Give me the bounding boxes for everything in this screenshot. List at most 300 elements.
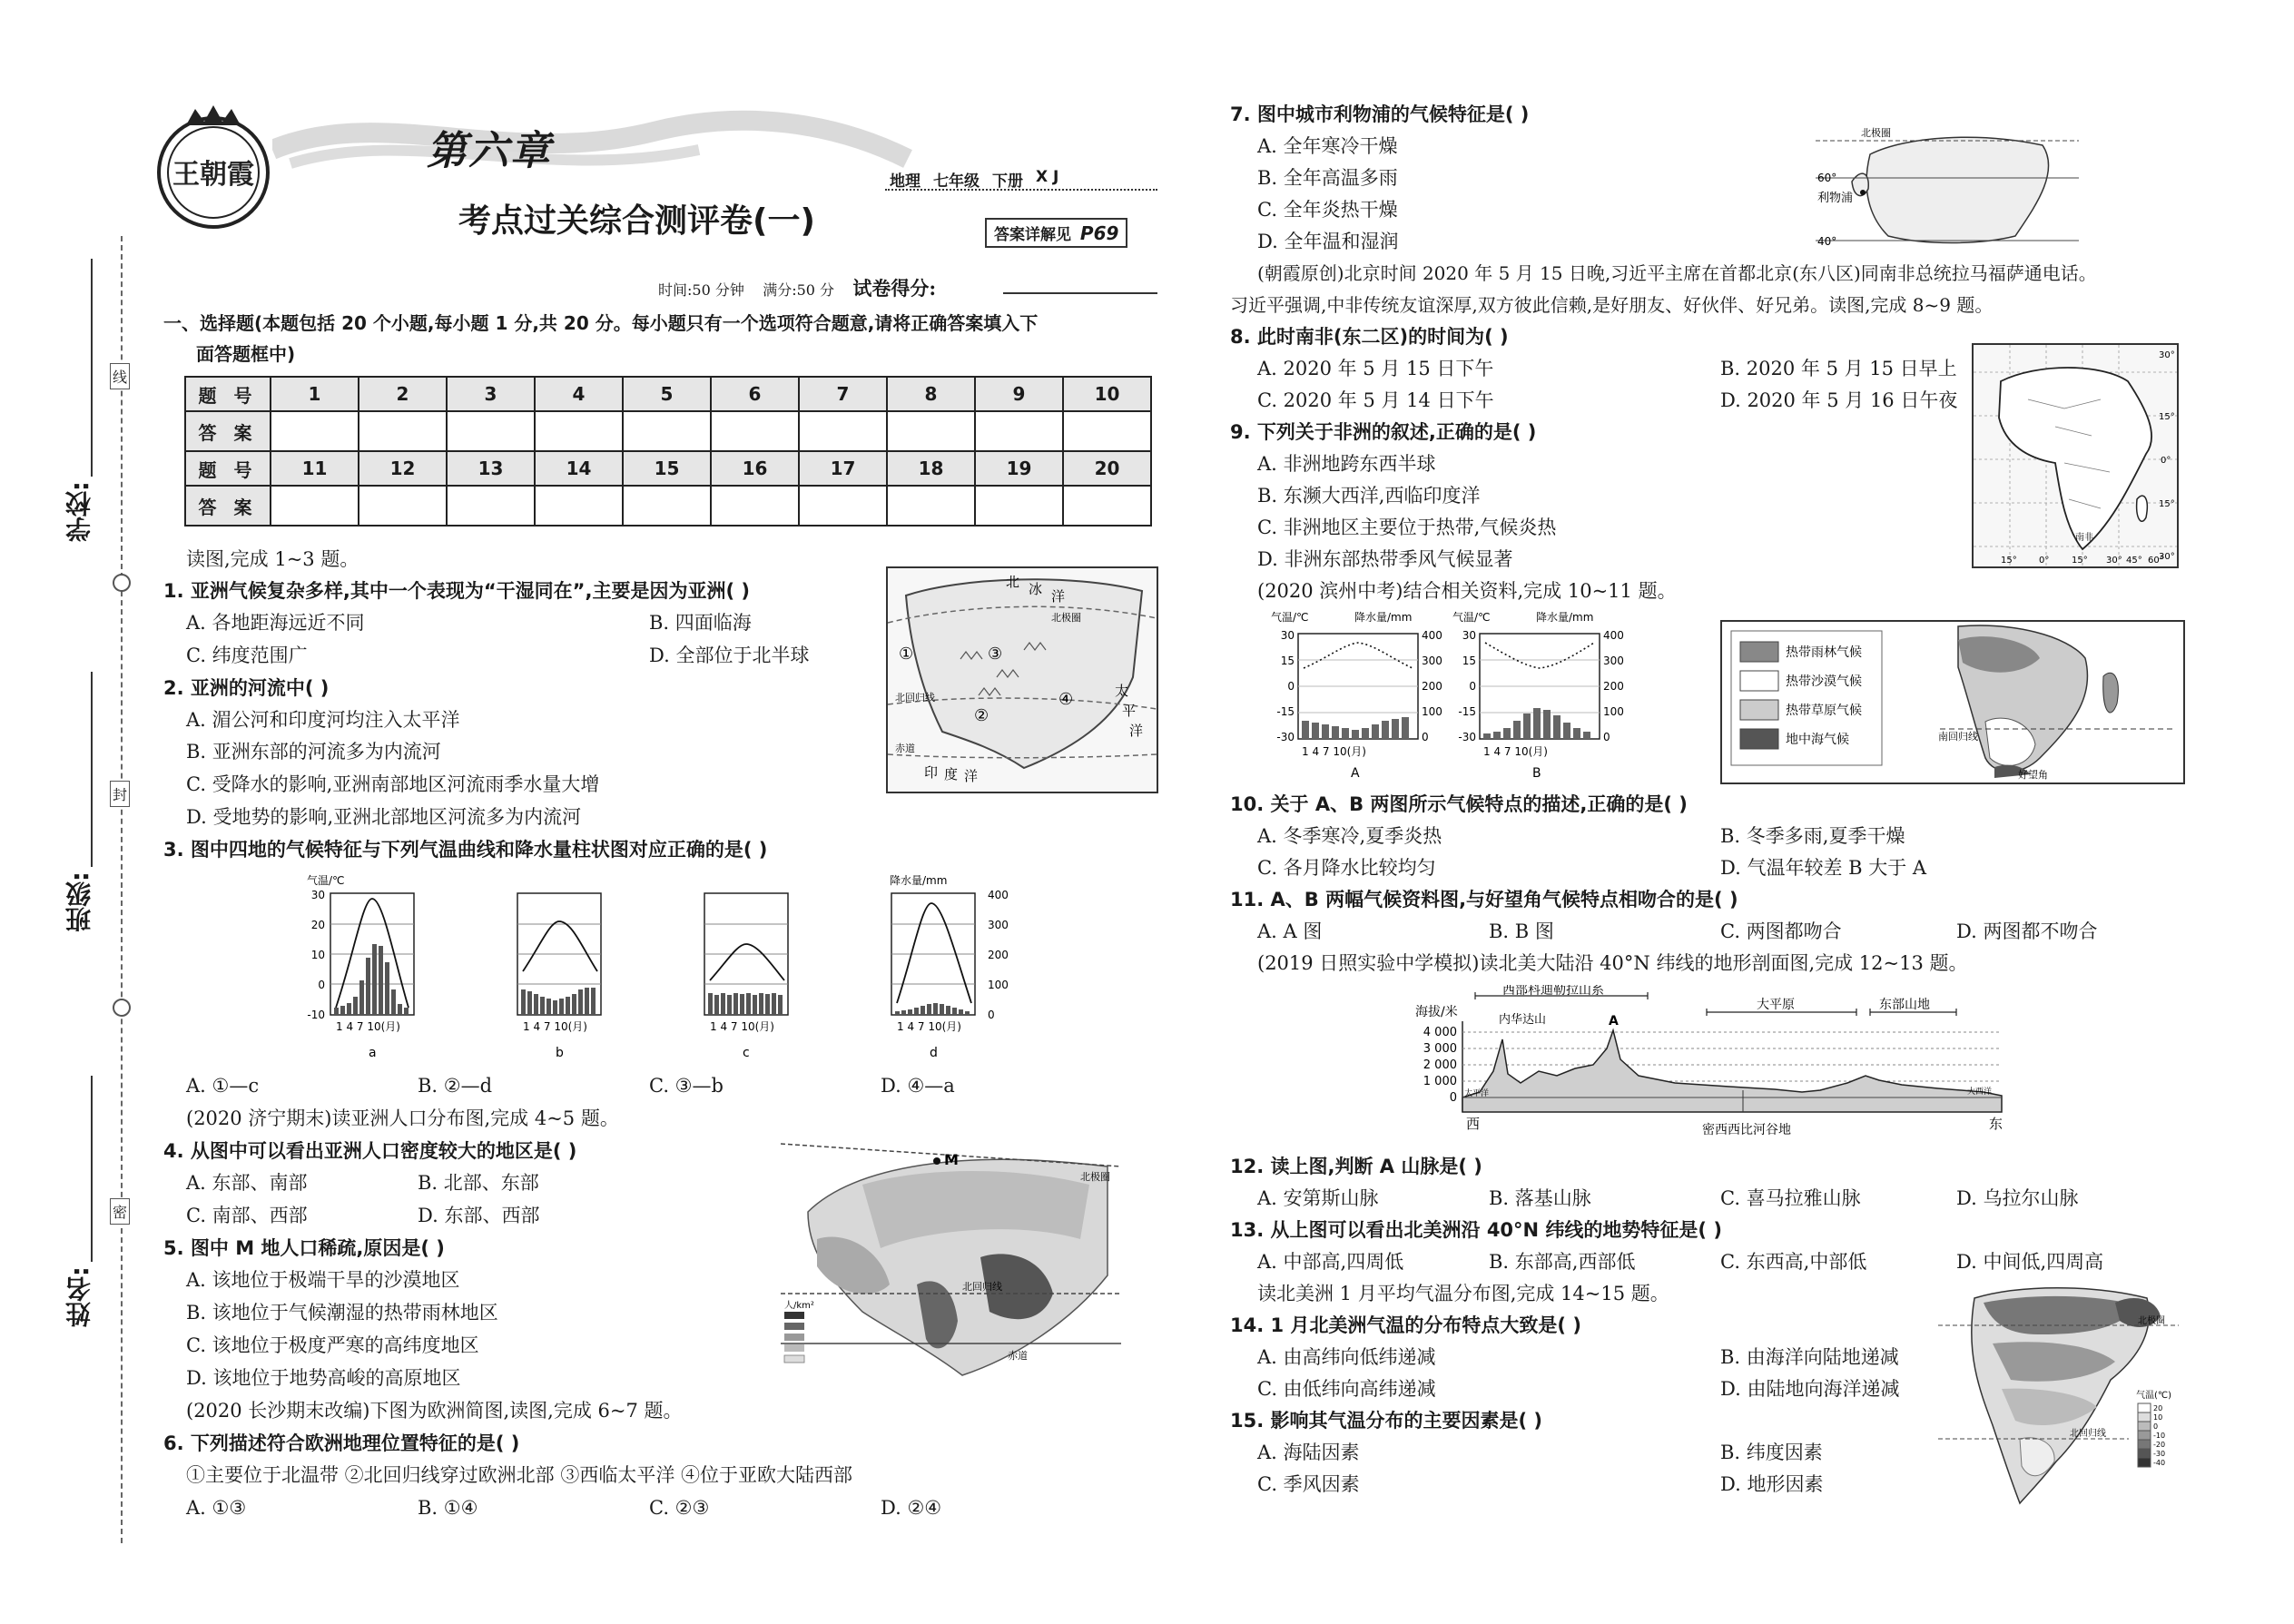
q3-option-a[interactable]: A. ①—c <box>186 1075 260 1097</box>
question-1: 1. 亚洲气候复杂多样,其中一个表现为“干湿同在”,主要是因为亚洲( ) <box>163 580 750 602</box>
na-temperature-map <box>1938 1280 2179 1507</box>
y-tick: -15 <box>1458 705 1476 718</box>
climate-charts-abcd <box>300 871 1008 1062</box>
climate-legend-svg <box>1722 622 2183 782</box>
q14-option-b[interactable]: B. 由海洋向陆地递减 <box>1720 1346 1899 1368</box>
q-num: 20 <box>1063 451 1151 486</box>
q-num: 8 <box>887 377 975 411</box>
legend-value: -20 <box>2153 1441 2166 1449</box>
term-label: 下册 <box>992 172 1023 191</box>
q12-option-d[interactable]: D. 乌拉尔山脉 <box>1956 1187 2079 1209</box>
y-axis-label: 海拔/米 <box>1415 1005 1458 1019</box>
legend-value: -10 <box>2153 1432 2166 1440</box>
intro-8-9-line2: 习近平强调,中非传统友谊深厚,双方彼此信赖,是好朋友、好伙伴、好兄弟。读图,完成 8~9 题。 <box>1230 294 1994 316</box>
question-9: 9. 下列关于非洲的叙述,正确的是( ) <box>1230 421 1537 443</box>
lat-label: 15° <box>2159 499 2175 509</box>
q7-option-b[interactable]: B. 全年高温多雨 <box>1257 167 1398 189</box>
answer-cell[interactable] <box>887 411 975 451</box>
q5-option-a[interactable]: A. 该地位于极端干旱的沙漠地区 <box>186 1269 460 1291</box>
q6-statements: ①主要位于北温带 ②北回归线穿过欧洲北部 ③西临太平洋 ④位于亚欧大陆西部 <box>186 1464 853 1486</box>
q-num: 2 <box>359 377 447 411</box>
q5-option-c[interactable]: C. 该地位于极度严寒的高纬度地区 <box>186 1334 479 1356</box>
row-label-q: 题 号 <box>185 377 271 411</box>
ribbon-decoration <box>272 86 926 186</box>
q14-option-c[interactable]: C. 由低纬向高纬递减 <box>1257 1378 1436 1400</box>
legend-value: -40 <box>2153 1459 2166 1467</box>
answer-reference <box>985 218 1127 248</box>
lon-label: 15° <box>2001 556 2017 566</box>
question-15: 15. 影响其气温分布的主要因素是( ) <box>1230 1410 1543 1432</box>
coast-label: 大西洋 <box>1967 1088 1993 1097</box>
q-num: 13 <box>447 451 535 486</box>
y-tick-right: 400 <box>1422 629 1442 642</box>
edition-label: X J <box>1036 168 1059 186</box>
q14-option-a[interactable]: A. 由高纬向低纬递减 <box>1257 1346 1436 1368</box>
q6-option-a[interactable]: A. ①③ <box>186 1497 247 1519</box>
climate-AB-svg <box>1271 608 1634 790</box>
grade-label: 七年级 <box>933 172 980 191</box>
q2-option-c[interactable]: C. 受降水的影响,亚洲南部地区河流雨季水量大增 <box>186 773 600 795</box>
answer-cell[interactable] <box>447 486 535 526</box>
map-marker: ② <box>974 706 989 725</box>
y-tick-right: 0 <box>1422 731 1429 743</box>
q15-option-a[interactable]: A. 海陆因素 <box>1257 1442 1360 1463</box>
m-marker: M <box>944 1151 959 1168</box>
row-label-q: 题 号 <box>185 451 271 486</box>
answer-cell[interactable] <box>711 411 799 451</box>
population-map <box>781 1130 1121 1389</box>
binding-line <box>121 236 123 1543</box>
class-line <box>91 672 93 867</box>
answer-cell[interactable] <box>535 486 623 526</box>
legend-value: 20 <box>2153 1404 2163 1412</box>
valley-label: 密西西比河谷地 <box>1702 1123 1791 1137</box>
q1-option-a[interactable]: A. 各地距海远近不同 <box>186 612 365 634</box>
right-axis-label: 降水量/mm <box>890 874 948 887</box>
q-num: 17 <box>799 451 887 486</box>
y-tick: 30 <box>310 889 325 901</box>
logo-text: 王朝霞 <box>172 159 254 191</box>
q11-option-d[interactable]: D. 两图都不吻合 <box>1956 920 2098 942</box>
section1-heading-line2: 面答题框中) <box>196 343 296 365</box>
q3-option-d[interactable]: D. ④—a <box>881 1075 955 1097</box>
map-label: 度 <box>944 766 959 782</box>
y-tick: 15 <box>1280 655 1295 667</box>
q-num: 18 <box>887 451 975 486</box>
intro-8-9-line1: (朝霞原创)北京时间 2020 年 5 月 15 日晚,习近平主席在首都北京(东八区)同南非总统拉马福萨通电话。 <box>1257 262 2097 284</box>
x-ticks: 1 4 7 10(月) <box>710 1020 774 1033</box>
right-axis-label: 降水量/mm <box>1536 611 1594 624</box>
map-label: 北极圈 <box>2138 1316 2165 1326</box>
pop-legend <box>784 1299 814 1363</box>
climate-legend-map <box>1720 620 2185 784</box>
legend-item: 地中海气候 <box>1786 733 1849 747</box>
intro-10-11: (2020 滨州中考)结合相关资料,完成 10~11 题。 <box>1257 580 1677 602</box>
q13-option-b[interactable]: B. 东部高,西部低 <box>1489 1251 1636 1273</box>
map-marker: ④ <box>1058 690 1074 709</box>
q13-option-c[interactable]: C. 东西高,中部低 <box>1720 1251 1867 1273</box>
q4-option-b[interactable]: B. 北部、东部 <box>418 1172 539 1194</box>
q9-option-a[interactable]: A. 非洲地跨东西半球 <box>1257 453 1436 475</box>
q4-option-a[interactable]: A. 东部、南部 <box>186 1172 308 1194</box>
map-label: 60° <box>1817 172 1837 184</box>
y-tick: 4 000 <box>1423 1026 1457 1039</box>
map-label: 北回归线 <box>895 692 935 704</box>
question-8: 8. 此时南非(东二区)的时间为( ) <box>1230 326 1509 348</box>
terrain-profile-svg <box>1412 985 2011 1139</box>
y-tick: 1 000 <box>1423 1075 1457 1088</box>
answer-ref-page: P69 <box>1079 222 1119 244</box>
q1-option-d[interactable]: D. 全部位于北半球 <box>649 645 810 666</box>
answer-table-num-row-2 <box>185 451 1151 486</box>
logo-icon <box>145 100 281 236</box>
name-label: 姓名: <box>64 1266 94 1328</box>
q-num: 11 <box>271 451 359 486</box>
legend-item: 热带雨林气候 <box>1786 645 1862 660</box>
left-axis-label: 气温/℃ <box>307 874 345 887</box>
europe-map <box>1816 118 2079 254</box>
legend-value: 0 <box>2153 1422 2159 1431</box>
q2-option-a[interactable]: A. 湄公河和印度河均注入太平洋 <box>186 709 460 731</box>
q-num: 3 <box>447 377 535 411</box>
answer-cell[interactable] <box>975 486 1063 526</box>
total-score: 满分:50 分 <box>763 281 835 299</box>
q6-option-b[interactable]: B. ①④ <box>418 1497 478 1519</box>
map-marker: ③ <box>988 645 1003 664</box>
chart-name: a <box>369 1046 377 1060</box>
question-3: 3. 图中四地的气候特征与下列气温曲线和降水量柱状图对应正确的是( ) <box>163 839 768 861</box>
chart-a <box>330 893 414 1060</box>
answer-table-ans-row-2 <box>185 486 1151 526</box>
legend-value: -30 <box>2153 1450 2166 1458</box>
x-ticks: 1 4 7 10(月) <box>897 1020 961 1033</box>
lon-label: 0° <box>2039 556 2050 566</box>
map-label: 太 <box>1115 683 1129 699</box>
map-label: 北 <box>1006 574 1020 590</box>
hole-2 <box>113 999 131 1017</box>
chart-c <box>704 893 788 1060</box>
q2-option-d[interactable]: D. 受地势的影响,亚洲北部地区河流多为内流河 <box>186 806 582 828</box>
class-label: 班级: <box>64 871 94 933</box>
y-tick-right: 200 <box>1603 680 1624 693</box>
lat-label: 15° <box>2159 412 2175 422</box>
q5-option-b[interactable]: B. 该地位于气候潮湿的热带雨林地区 <box>186 1302 498 1324</box>
lon-label: 60° <box>2148 556 2164 566</box>
answer-table-ans-row-1 <box>185 411 1151 451</box>
q-num: 19 <box>975 451 1063 486</box>
legend-item: 热带草原气候 <box>1786 704 1862 718</box>
legend-item: 热带沙漠气候 <box>1786 674 1862 689</box>
question-7: 7. 图中城市利物浦的气候特征是( ) <box>1230 103 1530 125</box>
q15-option-c[interactable]: C. 季风因素 <box>1257 1473 1360 1495</box>
population-map-svg <box>781 1130 1121 1389</box>
answer-cell[interactable] <box>535 411 623 451</box>
q9-option-b[interactable]: B. 东濒大西洋,西临印度洋 <box>1257 485 1481 507</box>
answer-cell[interactable] <box>359 411 447 451</box>
q-num: 16 <box>711 451 799 486</box>
q9-option-d[interactable]: D. 非洲东部热带季风气候显著 <box>1257 548 1513 570</box>
y-tick: 30 <box>1462 629 1476 642</box>
map-label: 赤道 <box>1008 1350 1028 1362</box>
y-tick-right: 100 <box>1422 705 1442 718</box>
question-11: 11. A、B 两幅气候资料图,与好望角气候特点相吻合的是( ) <box>1230 889 1738 910</box>
q7-option-c[interactable]: C. 全年炎热干燥 <box>1257 199 1398 221</box>
answer-table <box>184 376 1152 527</box>
section1-heading <box>163 311 1038 366</box>
map-label: 北回归线 <box>962 1281 1002 1293</box>
range-label: 大平原 <box>1757 998 1795 1012</box>
map-label: 北极圈 <box>1080 1171 1110 1183</box>
q12-option-a[interactable]: A. 安第斯山脉 <box>1257 1187 1379 1209</box>
y-tick-right: 300 <box>1422 655 1442 667</box>
map-label: 印 <box>924 764 939 781</box>
west-label: 西 <box>1466 1116 1481 1132</box>
chart-name: b <box>556 1046 564 1060</box>
map-label: 40° <box>1817 235 1837 248</box>
east-label: 东 <box>1989 1116 2004 1132</box>
q11-option-b[interactable]: B. B 图 <box>1489 920 1554 942</box>
x-ticks: 1 4 7 10(月) <box>1483 745 1548 758</box>
time-limit: 时间:50 分钟 <box>658 281 744 299</box>
subject-label: 地理 <box>890 172 921 191</box>
chart-A <box>1298 634 1418 781</box>
q4-option-d[interactable]: D. 东部、西部 <box>418 1205 540 1226</box>
row-label-a: 答 案 <box>185 411 271 451</box>
q2-option-b[interactable]: B. 亚洲东部的河流多为内流河 <box>186 741 441 763</box>
exam-meta <box>658 274 936 301</box>
map-label: 平 <box>1122 703 1137 719</box>
q-num: 14 <box>535 451 623 486</box>
question-13: 13. 从上图可以看出北美洲沿 40°N 纬线的地势特征是( ) <box>1230 1219 1722 1241</box>
intro-12-13: (2019 日照实验中学模拟)读北美大陆沿 40°N 纬线的地形剖面图,完成 12~13 题。 <box>1257 952 1968 974</box>
q3-option-b[interactable]: B. ②—d <box>418 1075 493 1097</box>
peak-label-a: A <box>1609 1014 1619 1029</box>
q10-option-b[interactable]: B. 冬季多雨,夏季干燥 <box>1720 825 1905 847</box>
school-line <box>91 259 93 477</box>
asia-map <box>886 566 1158 793</box>
q3-option-c[interactable]: C. ③—b <box>649 1075 724 1097</box>
q6-option-d[interactable]: D. ②④ <box>881 1497 942 1519</box>
q8-option-c[interactable]: C. 2020 年 5 月 14 日下午 <box>1257 389 1494 411</box>
y-tick: 30 <box>1280 629 1295 642</box>
score-field[interactable] <box>1003 292 1157 294</box>
answer-cell[interactable] <box>359 486 447 526</box>
x-ticks: 1 4 7 10(月) <box>336 1020 400 1033</box>
question-12: 12. 读上图,判断 A 山脉是( ) <box>1230 1156 1482 1177</box>
q15-option-d[interactable]: D. 地形因素 <box>1720 1473 1824 1495</box>
answer-cell[interactable] <box>887 486 975 526</box>
answer-cell[interactable] <box>623 411 711 451</box>
answer-cell[interactable] <box>271 411 359 451</box>
europe-map-svg <box>1816 118 2079 254</box>
q1-option-c[interactable]: C. 纬度范围广 <box>186 645 308 666</box>
left-axis-label: 气温/℃ <box>1271 611 1309 624</box>
intro-4-5: (2020 济宁期末)读亚洲人口分布图,完成 4~5 题。 <box>186 1107 619 1129</box>
peak-label: 内华达山 <box>1499 1013 1547 1027</box>
map-label: 洋 <box>964 768 979 784</box>
q4-option-c[interactable]: C. 南部、西部 <box>186 1205 308 1226</box>
map-label: 好望角 <box>2018 769 2048 781</box>
q-num: 7 <box>799 377 887 411</box>
q8-option-b[interactable]: B. 2020 年 5 月 15 日早上 <box>1720 358 1957 379</box>
left-axis-label: 气温/℃ <box>1452 611 1491 624</box>
seal-mark-2: 封 <box>110 781 130 807</box>
q9-option-c[interactable]: C. 非洲地区主要位于热带,气候炎热 <box>1257 517 1557 538</box>
hole-1 <box>113 574 131 592</box>
map-label: 北回归线 <box>2070 1429 2106 1439</box>
y-tick-right: 200 <box>988 949 1008 961</box>
q-num: 10 <box>1063 377 1151 411</box>
y-tick-right: 400 <box>1603 629 1624 642</box>
answer-cell[interactable] <box>799 486 887 526</box>
score-label: 试卷得分: <box>852 277 937 300</box>
lat-label: 0° <box>2161 456 2171 466</box>
chapter-title: 第六章 <box>427 128 552 174</box>
question-4: 4. 从图中可以看出亚洲人口密度较大的地区是( ) <box>163 1140 577 1162</box>
right-axis-label: 降水量/mm <box>1354 611 1413 624</box>
chart-name: d <box>930 1046 938 1060</box>
q-num: 15 <box>623 451 711 486</box>
chart-d <box>891 893 975 1060</box>
lon-label: 15° <box>2072 556 2088 566</box>
q-num: 4 <box>535 377 623 411</box>
y-tick-right: 100 <box>988 979 1008 991</box>
y-tick: 0 <box>1449 1091 1457 1105</box>
legend-title: 气温(℃) <box>2136 1391 2172 1401</box>
y-tick: -15 <box>1276 705 1295 718</box>
climate-abcd-svg <box>300 871 1008 1062</box>
map-label: 北极圈 <box>1051 612 1081 624</box>
y-tick: -30 <box>1276 731 1295 743</box>
chart-name: A <box>1351 766 1360 781</box>
africa-map <box>1972 343 2179 568</box>
map-label: 洋 <box>1129 723 1144 739</box>
q-num: 6 <box>711 377 799 411</box>
lon-label: 30° <box>2106 556 2122 566</box>
intro-1-3: 读图,完成 1~3 题。 <box>186 548 359 570</box>
answer-cell[interactable] <box>975 411 1063 451</box>
answer-cell[interactable] <box>711 486 799 526</box>
q13-option-a[interactable]: A. 中部高,四周低 <box>1257 1251 1404 1273</box>
y-tick-right: 300 <box>1603 655 1624 667</box>
seal-mark-3: 密 <box>110 1198 130 1225</box>
name-line <box>91 1076 93 1262</box>
chart-name: c <box>743 1046 750 1060</box>
q12-option-c[interactable]: C. 喜马拉雅山脉 <box>1720 1187 1861 1209</box>
question-10: 10. 关于 A、B 两图所示气候特点的描述,正确的是( ) <box>1230 793 1688 815</box>
q8-option-a[interactable]: A. 2020 年 5 月 15 日下午 <box>1257 358 1494 379</box>
q-num: 1 <box>271 377 359 411</box>
legend-value: 10 <box>2153 1413 2163 1422</box>
asia-map-svg <box>888 568 1157 792</box>
y-tick-right: 300 <box>988 919 1008 931</box>
q14-option-d[interactable]: D. 由陆地向海洋递减 <box>1720 1378 1900 1400</box>
climate-charts-AB <box>1271 608 1634 790</box>
q12-option-b[interactable]: B. 落基山脉 <box>1489 1187 1591 1209</box>
y-tick: -30 <box>1458 731 1476 743</box>
y-tick: 20 <box>310 919 325 931</box>
q10-option-a[interactable]: A. 冬季寒冷,夏季炎热 <box>1257 825 1442 847</box>
answer-cell[interactable] <box>799 411 887 451</box>
school-label: 学校: <box>64 481 94 543</box>
answer-cell[interactable] <box>623 486 711 526</box>
terrain-profile <box>1412 985 2011 1139</box>
y-tick-right: 0 <box>1603 731 1610 743</box>
range-label: 东部山地 <box>1879 998 1930 1012</box>
q13-option-d[interactable]: D. 中间低,四周高 <box>1956 1251 2104 1273</box>
map-label: 赤道 <box>895 743 915 754</box>
q7-option-a[interactable]: A. 全年寒冷干燥 <box>1257 135 1398 157</box>
y-tick: 3 000 <box>1423 1042 1457 1056</box>
y-tick: 0 <box>318 979 325 991</box>
y-tick: 15 <box>1462 655 1476 667</box>
q11-option-c[interactable]: C. 两图都吻合 <box>1720 920 1842 942</box>
y-tick-right: 400 <box>988 889 1008 901</box>
map-label: 北极圈 <box>1861 127 1891 139</box>
na-temp-svg <box>1938 1280 2179 1507</box>
q6-option-c[interactable]: C. ②③ <box>649 1497 710 1519</box>
x-ticks: 1 4 7 10(月) <box>523 1020 587 1033</box>
answer-table-num-row-1 <box>185 377 1151 411</box>
map-label: 南回归线 <box>1938 731 1978 743</box>
q11-option-a[interactable]: A. A 图 <box>1257 920 1323 942</box>
q10-option-c[interactable]: C. 各月降水比较均匀 <box>1257 857 1436 879</box>
y-tick: 10 <box>310 949 325 961</box>
question-5: 5. 图中 M 地人口稀疏,原因是( ) <box>163 1237 445 1259</box>
coast-label: 太平洋 <box>1464 1089 1490 1098</box>
intro-6-7: (2020 长沙期末改编)下图为欧洲简图,读图,完成 6~7 题。 <box>186 1400 683 1422</box>
question-14: 14. 1 月北美洲气温的分布特点大致是( ) <box>1230 1314 1581 1336</box>
map-label: 洋 <box>1051 588 1066 605</box>
row-label-a: 答 案 <box>185 486 271 526</box>
y-tick: 0 <box>1287 680 1295 693</box>
subject-bar <box>890 168 1058 191</box>
answer-cell[interactable] <box>447 411 535 451</box>
legend-title: 人/km² <box>784 1301 814 1311</box>
lat-label: 30° <box>2159 350 2175 360</box>
map-label: 利物浦 <box>1817 192 1854 205</box>
question-2: 2. 亚洲的河流中( ) <box>163 677 330 699</box>
lat-label: 30° <box>2159 552 2175 562</box>
section1-heading-line1: 一、选择题(本题包括 20 个小题,每小题 1 分,共 20 分。每小题只有一个选项符合题意,请将正确答案填入下 <box>163 312 1039 334</box>
q-num: 12 <box>359 451 447 486</box>
q7-option-d[interactable]: D. 全年温和湿润 <box>1257 231 1399 252</box>
q5-option-d[interactable]: D. 该地位于地势高峻的高原地区 <box>186 1367 461 1389</box>
answer-cell[interactable] <box>1063 486 1151 526</box>
q1-option-b[interactable]: B. 四面临海 <box>649 612 752 634</box>
answer-cell[interactable] <box>1063 411 1151 451</box>
y-tick: 0 <box>1469 680 1476 693</box>
q-num: 9 <box>975 377 1063 411</box>
x-ticks: 1 4 7 10(月) <box>1302 745 1366 758</box>
intro-14-15: 读北美洲 1 月平均气温分布图,完成 14~15 题。 <box>1257 1283 1669 1304</box>
map-label: 冰 <box>1029 581 1043 597</box>
na-temp-legend <box>2136 1390 2171 1467</box>
y-tick-right: 100 <box>1603 705 1624 718</box>
answer-cell[interactable] <box>271 486 359 526</box>
q-num: 5 <box>623 377 711 411</box>
south-africa-label: 南非 <box>2075 533 2093 543</box>
y-tick: -10 <box>307 1009 325 1021</box>
seal-mark-1: 线 <box>110 363 130 389</box>
q10-option-d[interactable]: D. 气温年较差 B 大于 A <box>1720 857 1927 879</box>
chart-b <box>517 893 601 1060</box>
range-label: 西部科迪勒拉山系 <box>1502 985 1604 998</box>
q15-option-b[interactable]: B. 纬度因素 <box>1720 1442 1823 1463</box>
q8-option-d[interactable]: D. 2020 年 5 月 16 日午夜 <box>1720 389 1958 411</box>
y-tick-right: 0 <box>988 1009 995 1021</box>
chart-B <box>1480 634 1600 781</box>
